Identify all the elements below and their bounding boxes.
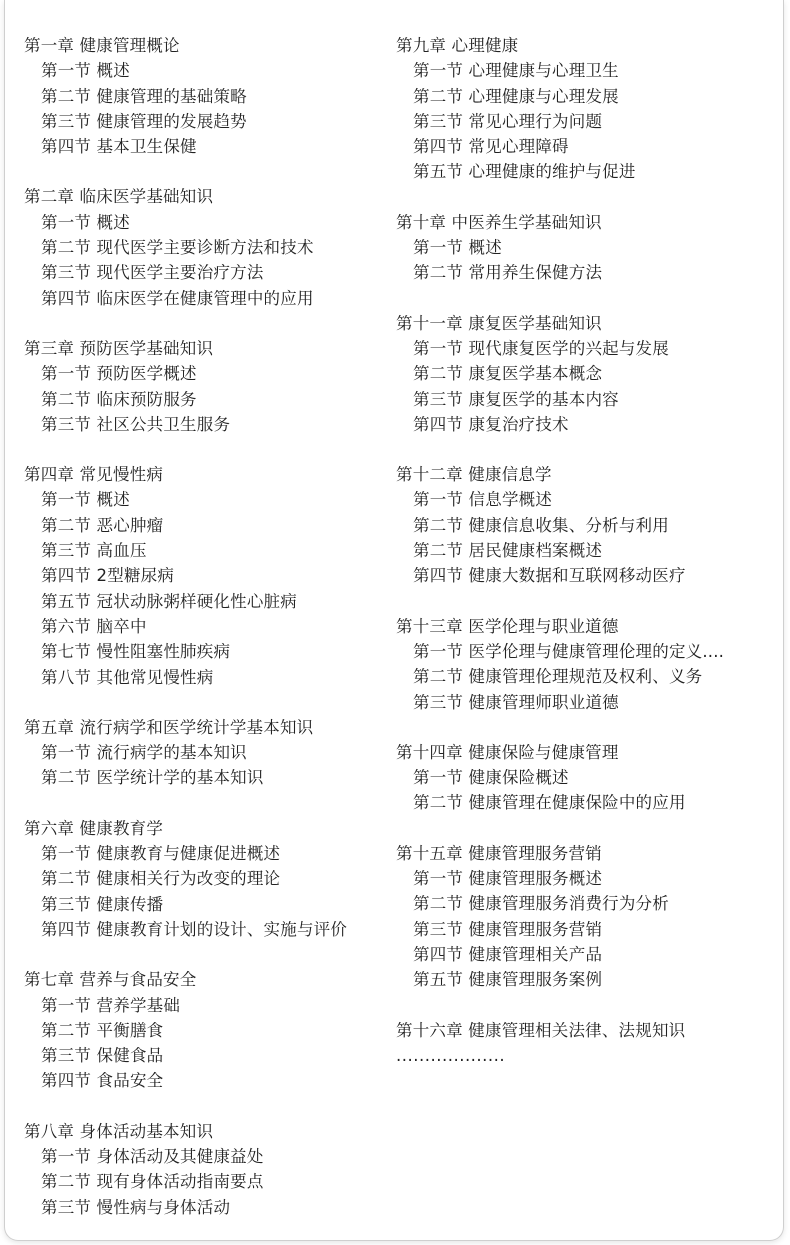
- chapter-block: [396, 462, 776, 588]
- section-item: 第六节 脑卒中: [41, 616, 147, 636]
- chapter-title: 第九章 心理健康: [396, 36, 519, 55]
- chapter-title: 第七章 营养与食品安全: [24, 970, 197, 990]
- section-item: 第四节 康复治疗技术: [413, 414, 569, 434]
- section-item: 第二节 现有身体活动指南要点: [41, 1172, 264, 1192]
- chapter-title: 第三章 预防医学基础知识: [24, 338, 214, 358]
- section-item: 第一节 概述: [413, 238, 502, 258]
- chapter-block: [24, 967, 392, 1093]
- chapter-title: 第四章 常见慢性病: [24, 465, 164, 485]
- section-item: 第三节 常见心理行为问题: [413, 111, 603, 131]
- chapter-block: [24, 336, 392, 437]
- chapter-block: [396, 33, 776, 185]
- section-item: 第一节 医学伦理与健康管理伦理的定义....: [413, 641, 725, 661]
- section-item: 第三节 慢性病与身体活动: [41, 1197, 231, 1217]
- section-item: 第一节 概述: [41, 212, 130, 232]
- section-item: 第三节 健康管理师职业道德: [413, 692, 619, 712]
- section-item: 第四节 健康管理相关产品: [413, 944, 603, 964]
- section-item: 第三节 健康管理的发展趋势: [41, 111, 247, 131]
- chapter-title: 第八章 身体活动基本知识: [24, 1121, 214, 1141]
- section-item: 第二节 临床预防服务: [41, 389, 197, 409]
- section-item: 第三节 高血压: [41, 541, 147, 561]
- section-item: 第四节 健康教育计划的设计、实施与评价: [41, 919, 348, 939]
- section-item: 第七节 慢性阻塞性肺疾病: [41, 642, 231, 662]
- section-item: 第二节 居民健康档案概述: [413, 541, 603, 561]
- section-item: 第一节 信息学概述: [413, 490, 553, 510]
- section-item: 第四节 临床医学在健康管理中的应用: [41, 288, 314, 308]
- chapter-block: [396, 740, 776, 816]
- section-item: 第二节 健康管理在健康保险中的应用: [413, 793, 686, 813]
- section-item: 第三节 社区公共卫生服务: [41, 414, 231, 434]
- chapter-title: 第十五章 健康管理服务营销: [396, 843, 602, 863]
- section-item: 第一节 预防医学概述: [41, 364, 197, 384]
- continuation-dots: ...................: [396, 1045, 506, 1065]
- section-item: 第二节 现代医学主要诊断方法和技术: [41, 238, 314, 258]
- chapter-block: [24, 184, 392, 310]
- section-item: 第三节 健康传播: [41, 894, 164, 914]
- section-item: 第二节 健康管理伦理规范及权利、义务: [413, 667, 703, 687]
- chapter-title: 第六章 健康教育学: [24, 818, 164, 838]
- section-item: 第二节 健康管理的基础策略: [41, 86, 247, 106]
- section-item: 第一节 概述: [41, 61, 130, 81]
- chapter-block: [24, 715, 392, 791]
- section-item: 第五节 冠状动脉粥样硬化性心脏病: [41, 591, 297, 611]
- section-item: 第二节 健康信息收集、分析与利用: [413, 515, 669, 535]
- chapter-title: 第五章 流行病学和医学统计学基本知识: [24, 717, 314, 737]
- section-item: 第四节 常见心理障碍: [413, 137, 569, 157]
- section-item: 第二节 恶心肿瘤: [41, 515, 164, 535]
- section-item: 第四节 基本卫生保健: [41, 137, 197, 157]
- chapter-block: [396, 210, 776, 286]
- chapter-title: 第十一章 康复医学基础知识: [396, 313, 602, 333]
- chapter-block: [24, 1119, 392, 1220]
- chapter-block: [24, 462, 392, 690]
- section-item: 第二节 常用养生保健方法: [413, 263, 603, 283]
- chapter-title: 第十四章 健康保险与健康管理: [396, 742, 619, 762]
- section-item: 第二节 康复医学基本概念: [413, 364, 603, 384]
- section-item: 第一节 身体活动及其健康益处: [41, 1146, 264, 1166]
- section-item: 第四节 食品安全: [41, 1071, 164, 1091]
- section-item: 第二节 心理健康与心理发展: [413, 86, 619, 106]
- section-item: 第四节 2型糖尿病: [41, 566, 175, 586]
- section-item: 第一节 概述: [41, 490, 130, 510]
- chapter-block: [396, 841, 776, 993]
- toc-right-column: [396, 33, 776, 1093]
- section-item: 第二节 健康管理服务消费行为分析: [413, 894, 669, 914]
- chapter-block: [396, 311, 776, 437]
- chapter-title: 第一章 健康管理概论: [24, 36, 180, 55]
- toc-left-column: [24, 33, 392, 1245]
- section-item: 第四节 健康大数据和互联网移动医疗: [413, 566, 686, 586]
- chapter-block: [396, 614, 776, 715]
- section-item: 第三节 健康管理服务营销: [413, 919, 603, 939]
- section-item: 第一节 健康保险概述: [413, 768, 569, 788]
- section-item: 第二节 健康相关行为改变的理论: [41, 869, 281, 889]
- section-item: 第五节 心理健康的维护与促进: [413, 162, 636, 182]
- section-item: 第一节 流行病学的基本知识: [41, 743, 247, 763]
- chapter-title: 第十章 中医养生学基础知识: [396, 212, 602, 232]
- section-item: 第一节 心理健康与心理卫生: [413, 61, 619, 81]
- section-item: 第一节 健康教育与健康促进概述: [41, 844, 281, 864]
- chapter-block: [396, 1018, 776, 1069]
- section-item: 第一节 现代康复医学的兴起与发展: [413, 338, 669, 358]
- section-item: 第八节 其他常见慢性病: [41, 667, 214, 687]
- section-item: 第二节 平衡膳食: [41, 1020, 164, 1040]
- section-item: 第三节 保健食品: [41, 1046, 164, 1066]
- chapter-block: [24, 816, 392, 942]
- section-item: 第一节 健康管理服务概述: [413, 869, 603, 889]
- chapter-title: 第十六章 健康管理相关法律、法规知识: [396, 1020, 686, 1040]
- section-item: 第二节 医学统计学的基本知识: [41, 768, 264, 788]
- chapter-block: [24, 33, 392, 159]
- section-item: 第五节 健康管理服务案例: [413, 970, 603, 990]
- section-item: 第三节 现代医学主要治疗方法: [41, 263, 264, 283]
- section-item: 第一节 营养学基础: [41, 995, 181, 1015]
- chapter-title: 第十二章 健康信息学: [396, 465, 552, 485]
- section-item: 第三节 康复医学的基本内容: [413, 389, 619, 409]
- chapter-title: 第十三章 医学伦理与职业道德: [396, 616, 619, 636]
- chapter-title: 第二章 临床医学基础知识: [24, 187, 214, 207]
